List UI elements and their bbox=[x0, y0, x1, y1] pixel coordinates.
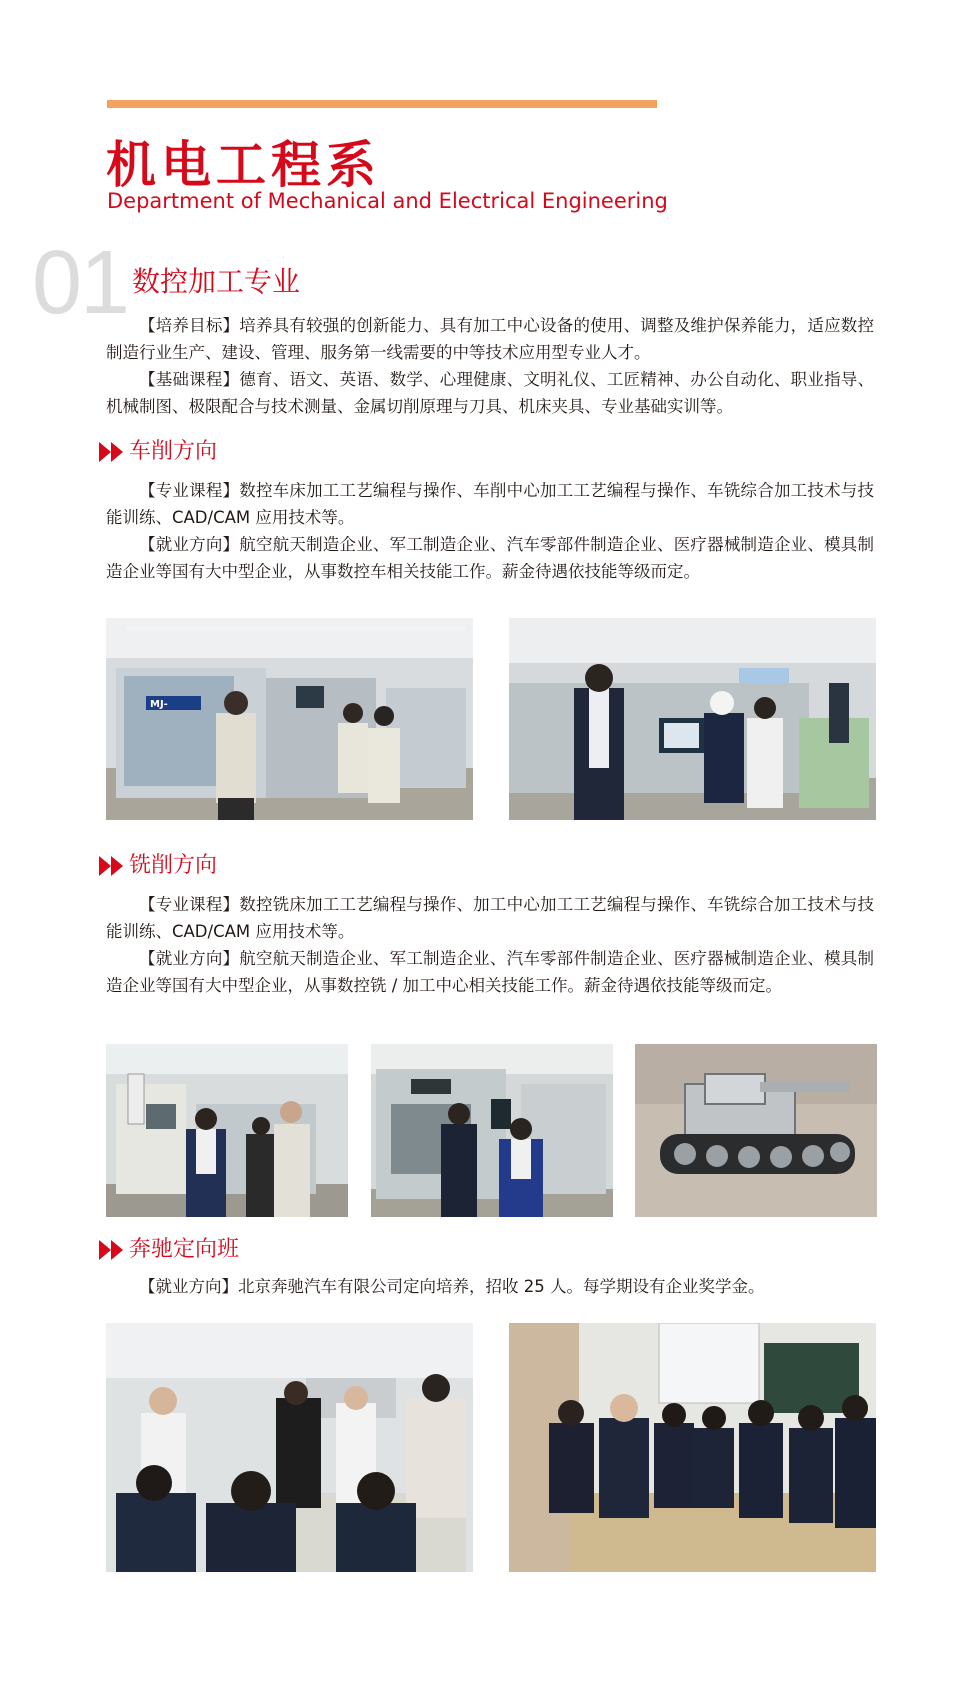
machine-label: MJ- bbox=[150, 699, 168, 710]
photo-milled-tank-model bbox=[635, 1044, 877, 1217]
section-title: 数控加工专业 bbox=[132, 265, 301, 298]
training-goal-paragraph: 【培养目标】培养具有较强的创新能力、具有加工中心设备的使用、调整及维护保养能力，适应数控制造行业生产、建设、管理、服务第一线需要的中等技术应用型专业人才。 bbox=[106, 316, 874, 362]
section-number: 01 bbox=[32, 233, 129, 333]
double-arrow-icon bbox=[99, 442, 123, 462]
turning-employment-paragraph: 【就业方向】航空航天制造企业、军工制造企业、汽车零部件制造企业、医疗器械制造企业、模具制造企业等国有大中型企业，从事数控车相关技能工作。薪金待遇依技能等级而定。 bbox=[106, 535, 874, 581]
top-accent-bar bbox=[107, 100, 657, 108]
photo-benz-class-1 bbox=[106, 1323, 473, 1572]
subsection-title: 车削方向 bbox=[129, 439, 218, 464]
subsection-heading-milling bbox=[99, 852, 217, 880]
turning-courses-paragraph: 【专业课程】数控车床加工工艺编程与操作、车削中心加工工艺编程与操作、车铣综合加工技术与技能训练、CAD/CAM 应用技术等。 bbox=[106, 481, 874, 527]
double-arrow-icon bbox=[99, 1240, 123, 1260]
subsection-title: 奔驰定向班 bbox=[129, 1237, 240, 1262]
subsection-heading-benz bbox=[99, 1236, 239, 1264]
photo-benz-class-2 bbox=[509, 1323, 876, 1572]
photo-turning-workshop-2 bbox=[509, 618, 876, 820]
double-arrow-icon bbox=[99, 856, 123, 876]
benz-text bbox=[106, 1273, 874, 1300]
milling-courses-paragraph: 【专业课程】数控铣床加工工艺编程与操作、加工中心加工工艺编程与操作、车铣综合加工技术与技能训练、CAD/CAM 应用技术等。 bbox=[106, 895, 874, 941]
milling-employment-paragraph: 【就业方向】航空航天制造企业、军工制造企业、汽车零部件制造企业、医疗器械制造企业、模具制造企业等国有大中型企业，从事数控铣 / 加工中心相关技能工作。薪金待遇依技能等级而定。 bbox=[106, 949, 874, 995]
subsection-title: 铣削方向 bbox=[129, 853, 218, 878]
subsection-heading-turning bbox=[99, 438, 217, 466]
turning-text bbox=[106, 477, 874, 585]
photo-turning-workshop-1 bbox=[106, 618, 473, 820]
milling-text bbox=[106, 891, 874, 999]
page-title-english: Department of Mechanical and Electrical Engineering bbox=[107, 189, 668, 213]
page-title: 机电工程系 bbox=[106, 136, 381, 194]
photo-milling-workshop-1 bbox=[106, 1044, 348, 1217]
benz-employment-paragraph: 【就业方向】北京奔驰汽车有限公司定向培养，招收 25 人。每学期设有企业奖学金。 bbox=[139, 1277, 765, 1296]
basic-courses-paragraph: 【基础课程】德育、语文、英语、数学、心理健康、文明礼仪、工匠精神、办公自动化、职业指导、机械制图、极限配合与技术测量、金属切削原理与刀具、机床夹具、专业基础实训等。 bbox=[106, 370, 874, 416]
section-intro bbox=[106, 312, 874, 420]
photo-milling-workshop-2 bbox=[371, 1044, 613, 1217]
